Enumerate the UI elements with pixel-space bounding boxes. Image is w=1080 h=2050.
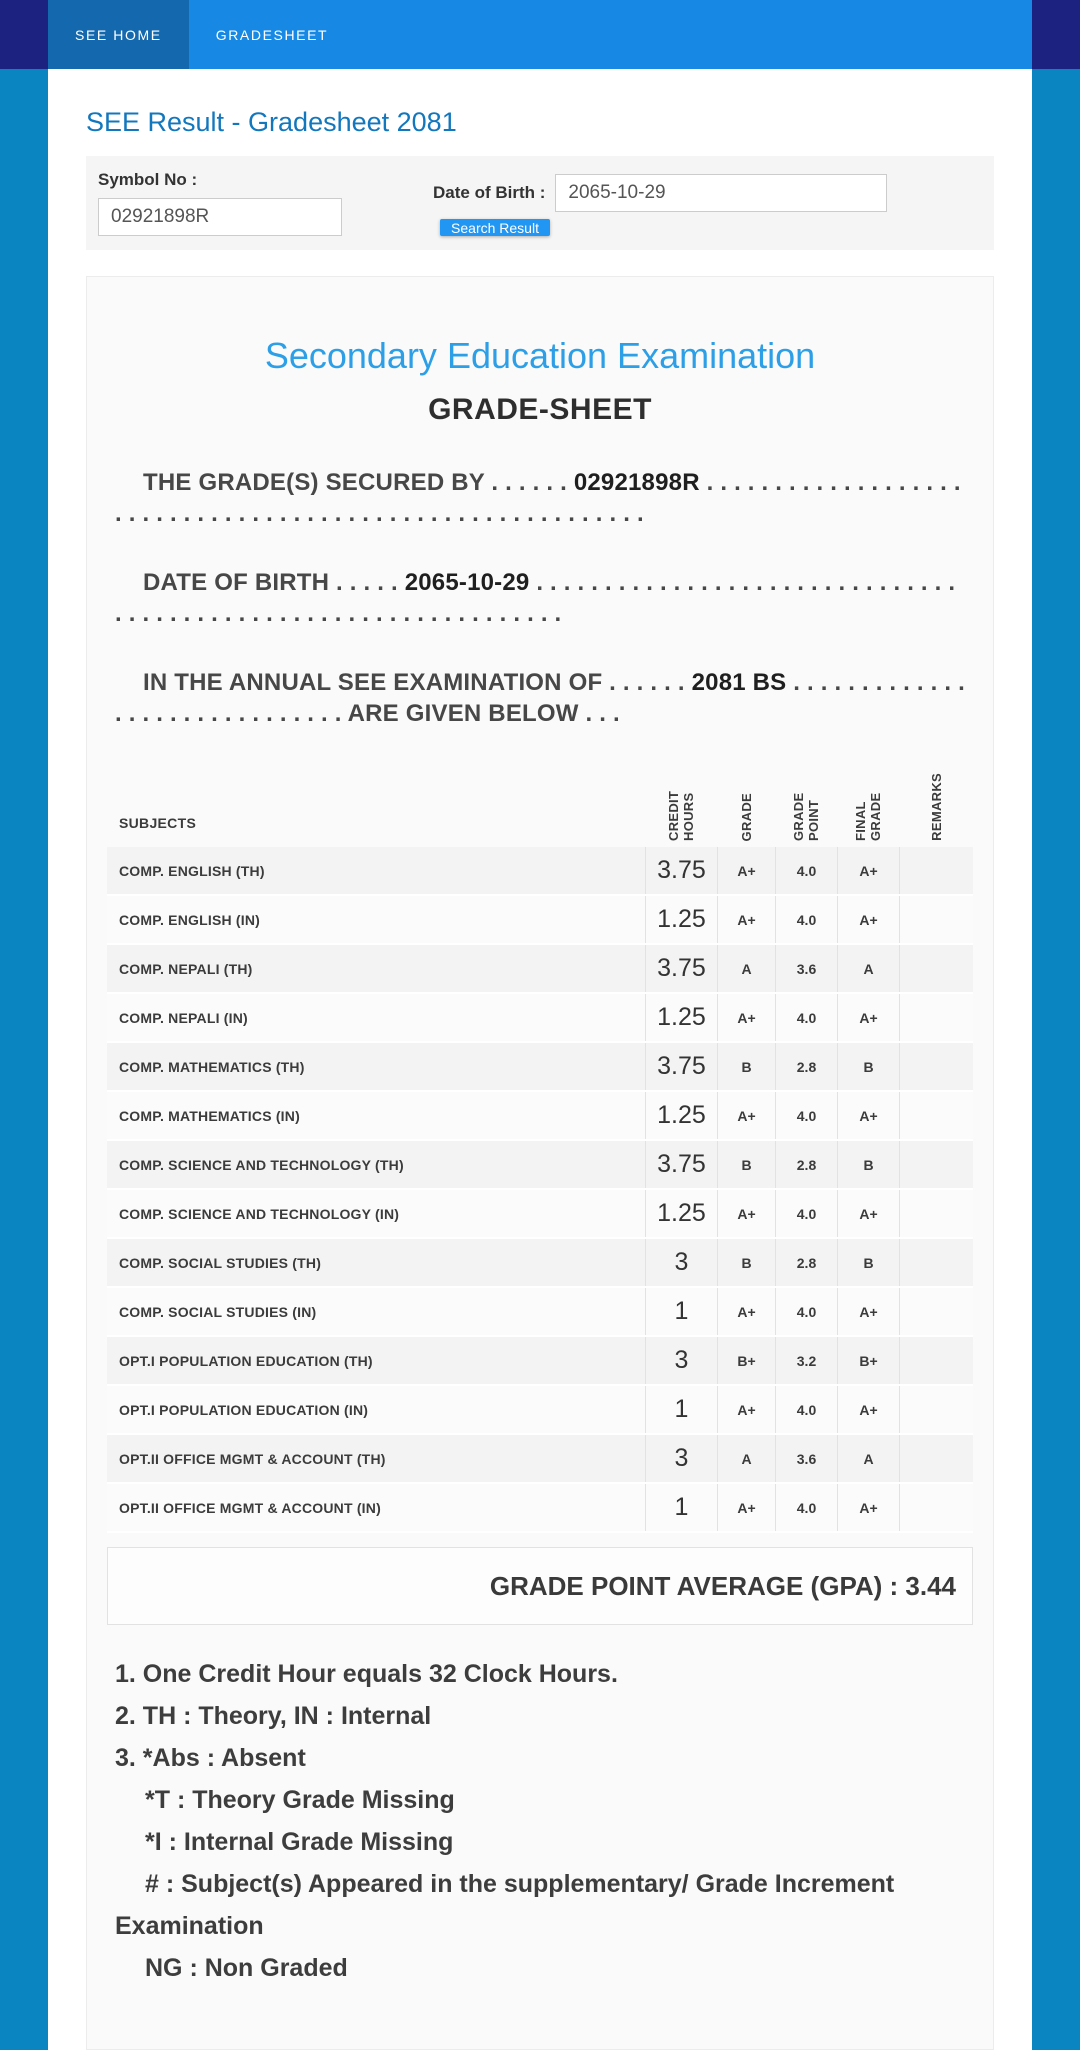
dob-line-dots: . . . . . . . . . . . . . . . . . . . . . . . . . . . . . . . . . . . . . . . . . . . . . . . . . . . . . . . . . . . . . . . . <box>115 569 956 627</box>
cell-credit-hours: 1.25 <box>645 1190 717 1237</box>
grade-table <box>107 759 973 1533</box>
cell-final-grade: B <box>837 1043 899 1090</box>
cell-grade-point: 3.6 <box>775 1435 837 1482</box>
exam-line-prefix: IN THE ANNUAL SEE EXAMINATION OF . . . . . . <box>143 669 692 696</box>
col-header-remarks: REMARKS <box>928 773 944 841</box>
cell-remarks <box>899 994 973 1041</box>
cell-final-grade: A+ <box>837 1288 899 1335</box>
cell-credit-hours: 3 <box>645 1239 717 1286</box>
top-nav <box>48 0 1032 69</box>
cell-grade: B <box>717 1239 775 1286</box>
note-line: 1. One Credit Hour equals 32 Clock Hours. <box>115 1660 618 1688</box>
cell-subject: COMP. ENGLISH (TH) <box>119 862 265 879</box>
cell-credit-hours: 1.25 <box>645 1092 717 1139</box>
cell-grade: A+ <box>717 1288 775 1335</box>
cell-remarks <box>899 945 973 992</box>
cell-final-grade: A+ <box>837 1092 899 1139</box>
dob-input[interactable] <box>555 174 887 212</box>
table-row <box>107 1337 973 1386</box>
cell-grade: A+ <box>717 1092 775 1139</box>
cell-remarks <box>899 1288 973 1335</box>
cell-grade-point: 4.0 <box>775 994 837 1041</box>
cell-remarks <box>899 1092 973 1139</box>
notes <box>107 1653 973 1989</box>
cell-grade-point: 4.0 <box>775 1092 837 1139</box>
cell-grade: A+ <box>717 847 775 894</box>
dob-value: 2065-10-29 <box>404 569 530 596</box>
table-row <box>107 1288 973 1337</box>
search-result-button[interactable]: Search Result <box>440 219 550 236</box>
cell-grade: B <box>717 1043 775 1090</box>
cell-grade: A+ <box>717 1386 775 1433</box>
cell-subject: COMP. ENGLISH (IN) <box>119 911 261 928</box>
cell-credit-hours: 3 <box>645 1435 717 1482</box>
cell-credit-hours: 1.25 <box>645 994 717 1041</box>
cell-credit-hours: 1 <box>645 1484 717 1531</box>
col-header-subjects: SUBJECTS <box>119 815 197 831</box>
symbol-no-field-group <box>98 170 433 236</box>
exam-line-dots: . . . . . . . . . . . . . . . . . . . . . . . . . . . . . . ARE GIVEN BELOW . . . <box>115 669 965 727</box>
cell-credit-hours: 3.75 <box>645 945 717 992</box>
note-line: # : Subject(s) Appeared in the supplementary/ Grade Increment Examination <box>115 1870 895 1940</box>
cell-grade-point: 2.8 <box>775 1141 837 1188</box>
exam-year-line <box>115 667 965 729</box>
cell-grade: A+ <box>717 1484 775 1531</box>
dob-label: Date of Birth : <box>433 183 546 202</box>
note-line: 3. *Abs : Absent <box>115 1744 306 1772</box>
cell-subject: OPT.II OFFICE MGMT & ACCOUNT (TH) <box>119 1450 386 1467</box>
cell-subject: COMP. MATHEMATICS (IN) <box>119 1107 300 1124</box>
top-left-corner <box>0 0 48 69</box>
note-line: *I : Internal Grade Missing <box>145 1828 454 1856</box>
cell-grade-point: 4.0 <box>775 1484 837 1531</box>
cell-final-grade: A+ <box>837 1484 899 1531</box>
cell-final-grade: A <box>837 1435 899 1482</box>
cell-grade: A+ <box>717 994 775 1041</box>
gradesheet-card <box>86 276 994 2050</box>
note-line: NG : Non Graded <box>145 1954 348 1982</box>
cell-subject: COMP. SCIENCE AND TECHNOLOGY (IN) <box>119 1205 400 1222</box>
cell-final-grade: A+ <box>837 896 899 943</box>
main-content <box>48 107 1032 2050</box>
table-row <box>107 1141 973 1190</box>
cell-credit-hours: 1 <box>645 1386 717 1433</box>
cell-final-grade: B <box>837 1239 899 1286</box>
table-row <box>107 945 973 994</box>
cell-subject: COMP. SOCIAL STUDIES (TH) <box>119 1254 322 1271</box>
cell-subject: COMP. NEPALI (IN) <box>119 1009 248 1026</box>
cell-credit-hours: 3.75 <box>645 1043 717 1090</box>
cell-grade-point: 2.8 <box>775 1239 837 1286</box>
nav-tab-gradesheet[interactable]: GRADESHEET <box>215 26 329 43</box>
table-row <box>107 896 973 945</box>
cell-subject: COMP. SOCIAL STUDIES (IN) <box>119 1303 317 1320</box>
table-row <box>107 1435 973 1484</box>
table-row <box>107 847 973 896</box>
search-panel <box>86 156 994 250</box>
table-row <box>107 994 973 1043</box>
cell-subject: COMP. SCIENCE AND TECHNOLOGY (TH) <box>119 1156 404 1173</box>
cell-grade-point: 3.2 <box>775 1337 837 1384</box>
cell-remarks <box>899 1239 973 1286</box>
table-row <box>107 1190 973 1239</box>
symbol-no-input[interactable] <box>98 198 342 236</box>
page-title: SEE Result - Gradesheet 2081 <box>86 107 457 137</box>
cell-final-grade: B+ <box>837 1337 899 1384</box>
note-line: 2. TH : Theory, IN : Internal <box>115 1702 432 1730</box>
top-right-corner <box>1032 0 1080 69</box>
cell-remarks <box>899 1190 973 1237</box>
table-row <box>107 1484 973 1533</box>
table-row <box>107 1092 973 1141</box>
cell-remarks <box>899 847 973 894</box>
cell-remarks <box>899 1337 973 1384</box>
cell-final-grade: A <box>837 945 899 992</box>
cell-remarks <box>899 1141 973 1188</box>
cell-grade: A+ <box>717 896 775 943</box>
note-line: *T : Theory Grade Missing <box>145 1786 455 1814</box>
cell-grade: A <box>717 1435 775 1482</box>
cell-final-grade: A+ <box>837 1190 899 1237</box>
dob-row <box>433 174 887 212</box>
grade-table-rows <box>107 847 973 1533</box>
cell-grade: B <box>717 1141 775 1188</box>
page-frame <box>48 0 1032 2050</box>
dob-line-prefix: DATE OF BIRTH . . . . . <box>143 569 405 596</box>
gpa-text: GRADE POINT AVERAGE (GPA) : 3.44 <box>489 1570 956 1601</box>
symbol-no-value: 02921898R <box>573 469 700 496</box>
grades-secured-line <box>115 467 965 529</box>
grades-secured-prefix: THE GRADE(S) SECURED BY . . . . . . <box>143 469 574 496</box>
cell-subject: COMP. NEPALI (TH) <box>119 960 253 977</box>
cell-subject: OPT.I POPULATION EDUCATION (TH) <box>119 1352 373 1369</box>
col-header-credit-hours: CREDIT HOURS <box>666 790 696 841</box>
cell-remarks <box>899 1484 973 1531</box>
cell-grade-point: 4.0 <box>775 847 837 894</box>
cell-remarks <box>899 1386 973 1433</box>
exam-year-value: 2081 BS <box>691 669 787 696</box>
col-header-final-grade: FINAL GRADE <box>853 792 883 841</box>
cell-subject: OPT.I POPULATION EDUCATION (IN) <box>119 1401 369 1418</box>
cell-final-grade: B <box>837 1141 899 1188</box>
cell-credit-hours: 1.25 <box>645 896 717 943</box>
cell-credit-hours: 3.75 <box>645 1141 717 1188</box>
cell-grade-point: 4.0 <box>775 896 837 943</box>
symbol-no-label: Symbol No : <box>98 170 198 189</box>
gpa-box <box>107 1547 973 1625</box>
nav-tab-see-home[interactable]: SEE HOME <box>48 0 189 69</box>
cell-credit-hours: 3 <box>645 1337 717 1384</box>
sheet-subheading: GRADE-SHEET <box>428 393 652 426</box>
cell-grade-point: 4.0 <box>775 1190 837 1237</box>
cell-final-grade: A+ <box>837 1386 899 1433</box>
table-header-row <box>107 759 973 847</box>
cell-grade: A+ <box>717 1190 775 1237</box>
sheet-heading: Secondary Education Examination <box>264 335 816 376</box>
table-row <box>107 1239 973 1288</box>
cell-credit-hours: 3.75 <box>645 847 717 894</box>
grades-secured-dots: . . . . . . . . . . . . . . . . . . . . . . . . . . . . . . . . . . . . . . . . . . . . . . . . . . . . . . . . . . <box>115 469 961 527</box>
table-row <box>107 1386 973 1435</box>
cell-grade-point: 4.0 <box>775 1386 837 1433</box>
cell-credit-hours: 1 <box>645 1288 717 1335</box>
cell-grade: B+ <box>717 1337 775 1384</box>
col-header-grade-point: GRADE POINT <box>791 792 821 841</box>
cell-remarks <box>899 1043 973 1090</box>
cell-subject: OPT.II OFFICE MGMT & ACCOUNT (IN) <box>119 1499 381 1516</box>
cell-final-grade: A+ <box>837 847 899 894</box>
dob-field-group <box>433 174 887 236</box>
table-row <box>107 1043 973 1092</box>
cell-grade-point: 3.6 <box>775 945 837 992</box>
cell-grade: A <box>717 945 775 992</box>
col-header-grade: GRADE <box>738 792 754 841</box>
cell-grade-point: 2.8 <box>775 1043 837 1090</box>
cell-remarks <box>899 896 973 943</box>
date-of-birth-line <box>115 567 965 629</box>
cell-subject: COMP. MATHEMATICS (TH) <box>119 1058 305 1075</box>
cell-final-grade: A+ <box>837 994 899 1041</box>
cell-grade-point: 4.0 <box>775 1288 837 1335</box>
cell-remarks <box>899 1435 973 1482</box>
